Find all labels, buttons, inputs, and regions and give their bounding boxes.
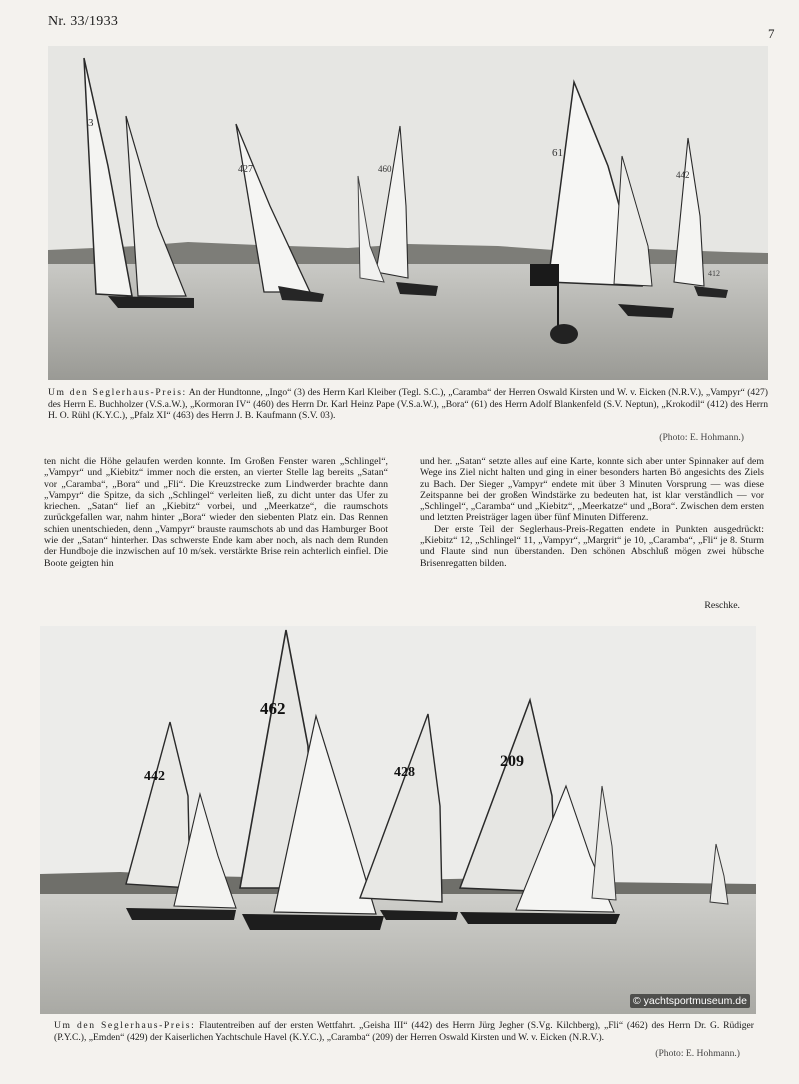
sail-number: 428 bbox=[394, 765, 415, 780]
sail-number: 412 bbox=[708, 269, 720, 278]
article-column-right bbox=[420, 456, 764, 569]
top-photo-illustration bbox=[48, 46, 768, 380]
watermark: © yachtsportmuseum.de bbox=[630, 994, 750, 1008]
sail-number: 3 bbox=[88, 117, 94, 129]
caption-text: Flautentreiben auf der ersten Wettfahrt. „Geisha III“ (442) des Herrn Jürg Jegher (S.Vg. Kilchberg), „Fli“ (462) des Herrn Dr. G. Rüdiger (P.Y.C.), „Emden“ (429) der Kaiserlichen Yachtschule Havel (K.Y.C.), „Caramba“ (209) der Herren Oswald Kirsten und W. v. Eicken (N.R.V.). bbox=[54, 1020, 754, 1043]
sail-number: 209 bbox=[500, 753, 524, 770]
page-number: 7 bbox=[768, 26, 775, 41]
bottom-photo-illustration bbox=[40, 626, 756, 1014]
sail-number: 442 bbox=[676, 170, 690, 180]
top-photo-credit: (Photo: E. Hohmann.) bbox=[659, 432, 744, 443]
sail-number: 462 bbox=[260, 699, 286, 718]
sail-number: 442 bbox=[144, 769, 165, 784]
caption-lead: Um den Seglerhaus-Preis: bbox=[54, 1020, 196, 1031]
caption-text: An der Hundtonne, „Ingo“ (3) des Herrn Karl Kleiber (Tegl. S.C.), „Caramba“ der Herren Oswald Kirsten und W. v. Eicken (N.R.V.), „Vampyr“ (427) des Herrn E. Buchholzer (V.S.a.W.), „Kormoran IV“ (460) des Herrn Dr. Karl Heinz Pape (V.S.a.W.), „Bora“ (61) des Herrn Adolf Blankenfeld (S.V. Neptun), „Krokodil“ (412) des Herrn H. O. Rühl (K.Y.C.), „Pfalz XI“ (463) des Herrn J. B. Kaufmann (S.V. 03). bbox=[48, 387, 768, 422]
bottom-photo bbox=[40, 626, 756, 1014]
top-photo bbox=[48, 46, 768, 380]
issue-number: Nr. 33/1933 bbox=[48, 14, 119, 29]
article-paragraph: und her. „Satan“ setzte alles auf eine Karte, konnte sich aber unter Spinnaker auf dem Wege ins Ziel nicht halten und ging in einer besonders harten Bö angesichts des Ziels zu Bach. Der Sieger „Vampyr“ endete mit über 3 Minuten Vorsprung — was diese Zeitspanne bei der großen Windstärke zu bedeuten hat, ist klar verständlich — vor „Schlingel“, „Caramba“ und „Kiebitz“, „Meerkatze“ und „Bora“. Zwischen dem ersten und letzten Preisträger lagen über fünf Minuten Differenz. bbox=[420, 456, 764, 524]
article-paragraph: Der erste Teil der Seglerhaus-Preis-Regatten endete in Punkten ausgedrückt: „Kiebitz“ 12, „Schlingel“ 11, „Vampyr“, „Margrit“ je 10, „Caramba“, „Fli“ je 8. Sturm und Flaute sind nun überstanden. Den schönen Abschluß mögen zwei hübsche Brisenregatten bilden. bbox=[420, 523, 764, 569]
sail-number: 61 bbox=[552, 147, 563, 159]
article-column-left: ten nicht die Höhe gelaufen werden konnte. Im Großen Fenster waren „Schlingel“, „Vampyr“ und „Kiebitz“ immer noch die ersten, an vierter Stelle lag bereits „Satan“ vor „Caramba“, „Bora“ und „Fli“. Die Kreuzstrecke zum Lindwerder brachte dann „Vampyr“ die Spitze, da sich „Schlingel“ verleiten ließ, zu dicht unter das Ufer zu kriechen. „Satan“ lief an „Kiebitz“ vorbei, und „Meerkatze“, die raumschots zurückgefallen war, nahm hinter „Bora“ wieder den siebenten Platz ein. Das Rennen schien unentschieden, denn „Vampyr“ brauste raumschots ab und das Hamburger Boot wie der „Satan“ hinterher. Das schwerste Ende kam aber noch, als nach dem Runden der Hundboje die inzwischen auf 10 m/sek. verstärkte Brise rein achterlich einfiel. Die Boote geigten hin bbox=[44, 456, 388, 569]
bottom-photo-caption bbox=[54, 1020, 754, 1043]
sail-number: 427 bbox=[238, 164, 253, 175]
bottom-photo-credit: (Photo: E. Hohmann.) bbox=[655, 1048, 740, 1059]
caption-lead: Um den Seglerhaus-Preis: bbox=[48, 387, 187, 398]
sail-number: 460 bbox=[378, 164, 392, 174]
top-photo-caption bbox=[48, 387, 768, 422]
article-author: Reschke. bbox=[704, 600, 740, 611]
